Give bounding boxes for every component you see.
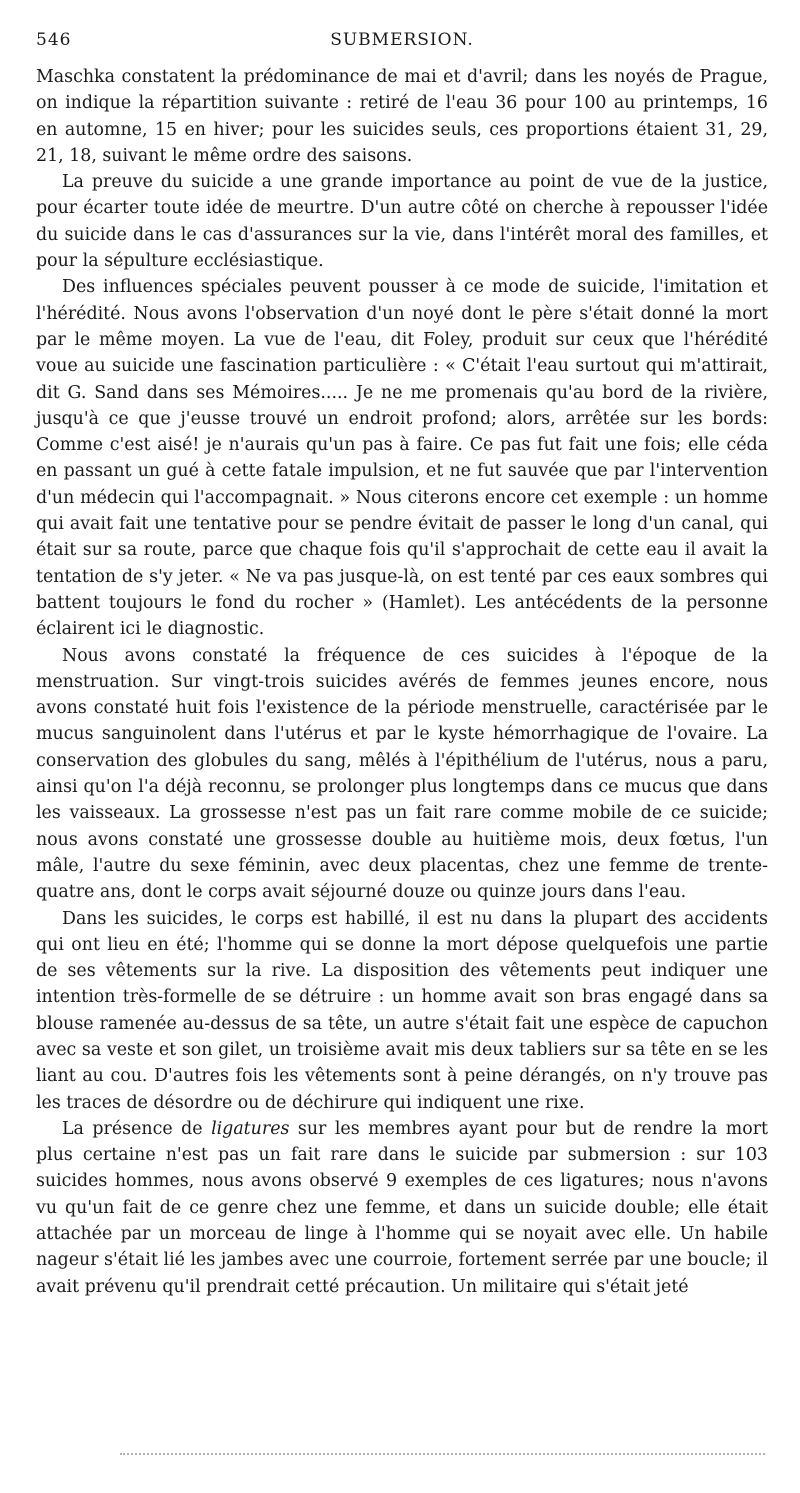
paragraph-special-influences: Des influences spéciales peuvent pousser à ce mode de suicide, l'imitation et l'hérédité. Nous avons l'observation d'un noyé dont le père s'était donné la mort par le même moyen. La vue de l'eau, dit Foley, produit sur ceux que l'hérédité voue au suicide une fascination particulière : « C'était l'eau surtout qui m'attirait, dit G. Sand dans ses Mémoires..... Je ne me promenais qu'au bord de la rivière, jusqu'à ce que j'eusse trouvé un endroit profond; alors, arrêtée sur les bords: Comme c'est aisé! je n'aurais qu'un pas à faire. Ce pas fut fait une fois; elle céda en passant un gué à cette fatale impulsion, et ne fut sauvée que par l'intervention d'un médecin qui l'accompagnait. » Nous citerons encore cet exemple : un homme qui avait fait une tentative pour se pendre évitait de passer le long d'un canal, qui était sur sa route, parce que chaque fois qu'il s'approchait de cette eau il avait la tentation de s'y jeter. « Ne va pas jusque-là, on est tenté par ces eaux sombres qui battent toujours le fond du rocher » (Hamlet). Les antécédents de la personne éclairent ici le diagnostic. <box>36 277 768 640</box>
document-page <box>36 30 768 1300</box>
paragraph-seasons: Maschka constatent la prédominance de mai et d'avril; dans les noyés de Prague, on indique la répartition suivante : retiré de l'eau 36 pour 100 au printemps, 16 en automne, 15 en hiver; pour les suicides seuls, ces proportions étaient 31, 29, 21, 18, suivant le même ordre des saisons. <box>36 67 768 166</box>
ligatures-text-before: La présence de <box>62 1118 212 1139</box>
page-number: 546 <box>36 30 72 50</box>
body-text <box>36 64 768 1300</box>
paragraph-menstruation: Nous avons constaté la fréquence de ces suicides à l'époque de la menstruation. Sur vingt-trois suicides avérés de femmes jeunes encore, nous avons constaté huit fois l'existence de la période menstruelle, caractérisée par le mucus sanguinolent dans l'utérus et par le kyste hémorrhagique de l'ovaire. La conservation des globules du sang, mêlés à l'épithélium de l'utérus, nous a paru, ainsi qu'on l'a déjà reconnu, se prolonger plus longtemps dans ce mucus que dans les vaisseaux. La grossesse n'est pas un fait rare comme mobile de ce suicide; nous avons constaté une grossesse double au huitième mois, deux fœtus, l'un mâle, l'autre du sexe féminin, avec deux placentas, chez une femme de trente-quatre ans, dont le corps avait séjourné douze ou quinze jours dans l'eau. <box>36 645 768 903</box>
page-header <box>36 30 768 56</box>
running-title: SUBMERSION. <box>330 30 474 50</box>
paragraph-proof-of-suicide: La preuve du suicide a une grande importance au point de vue de la justice, pour écarter toute idée de meurtre. D'un autre côté on cherche à repousser l'idée du suicide dans le cas d'assurances sur la vie, dans l'intérêt moral des familles, et pour la sépulture ecclésiastique. <box>36 172 768 272</box>
ligatures-emphasis: ligatures <box>211 1118 290 1139</box>
ligatures-text-after: sur les membres ayant pour but de rendre la mort plus certaine n'est pas un fait rare dans le suicide par submersion : sur 103 suicides hommes, nous avons observé 9 exemples de ces ligatures; nous n'avons vu qu'un fait de ce genre chez une femme, et dans un suicide double; elle était attachée par un morceau de linge à l'homme qui se noyait avec elle. Un habile nageur s'était lié les jambes avec une courroie, fortement serrée par une boucle; il avait prévenu qu'il prendrait cetté précaution. Un militaire qui s'était jeté <box>36 1118 768 1297</box>
paragraph-clothing: Dans les suicides, le corps est habillé, il est nu dans la plupart des accidents qui ont lieu en été; l'homme qui se donne la mort dépose quelquefois une partie de ses vêtements sur la rive. La disposition des vêtements peut indiquer une intention très-formelle de se détruire : un homme avait son bras engagé dans sa blouse ramenée au-dessus de sa tête, un autre s'était fait une espèce de capuchon avec sa veste et son gilet, un troisième avait mis deux tabliers sur sa tête en se les liant au cou. D'autres fois les vêtements sont à peine dérangés, on n'y trouve pas les traces de désordre ou de déchirure qui indiquent une rixe. <box>36 908 768 1113</box>
footer-dotted-rule <box>120 1453 765 1455</box>
paragraph-ligatures <box>36 1116 768 1300</box>
